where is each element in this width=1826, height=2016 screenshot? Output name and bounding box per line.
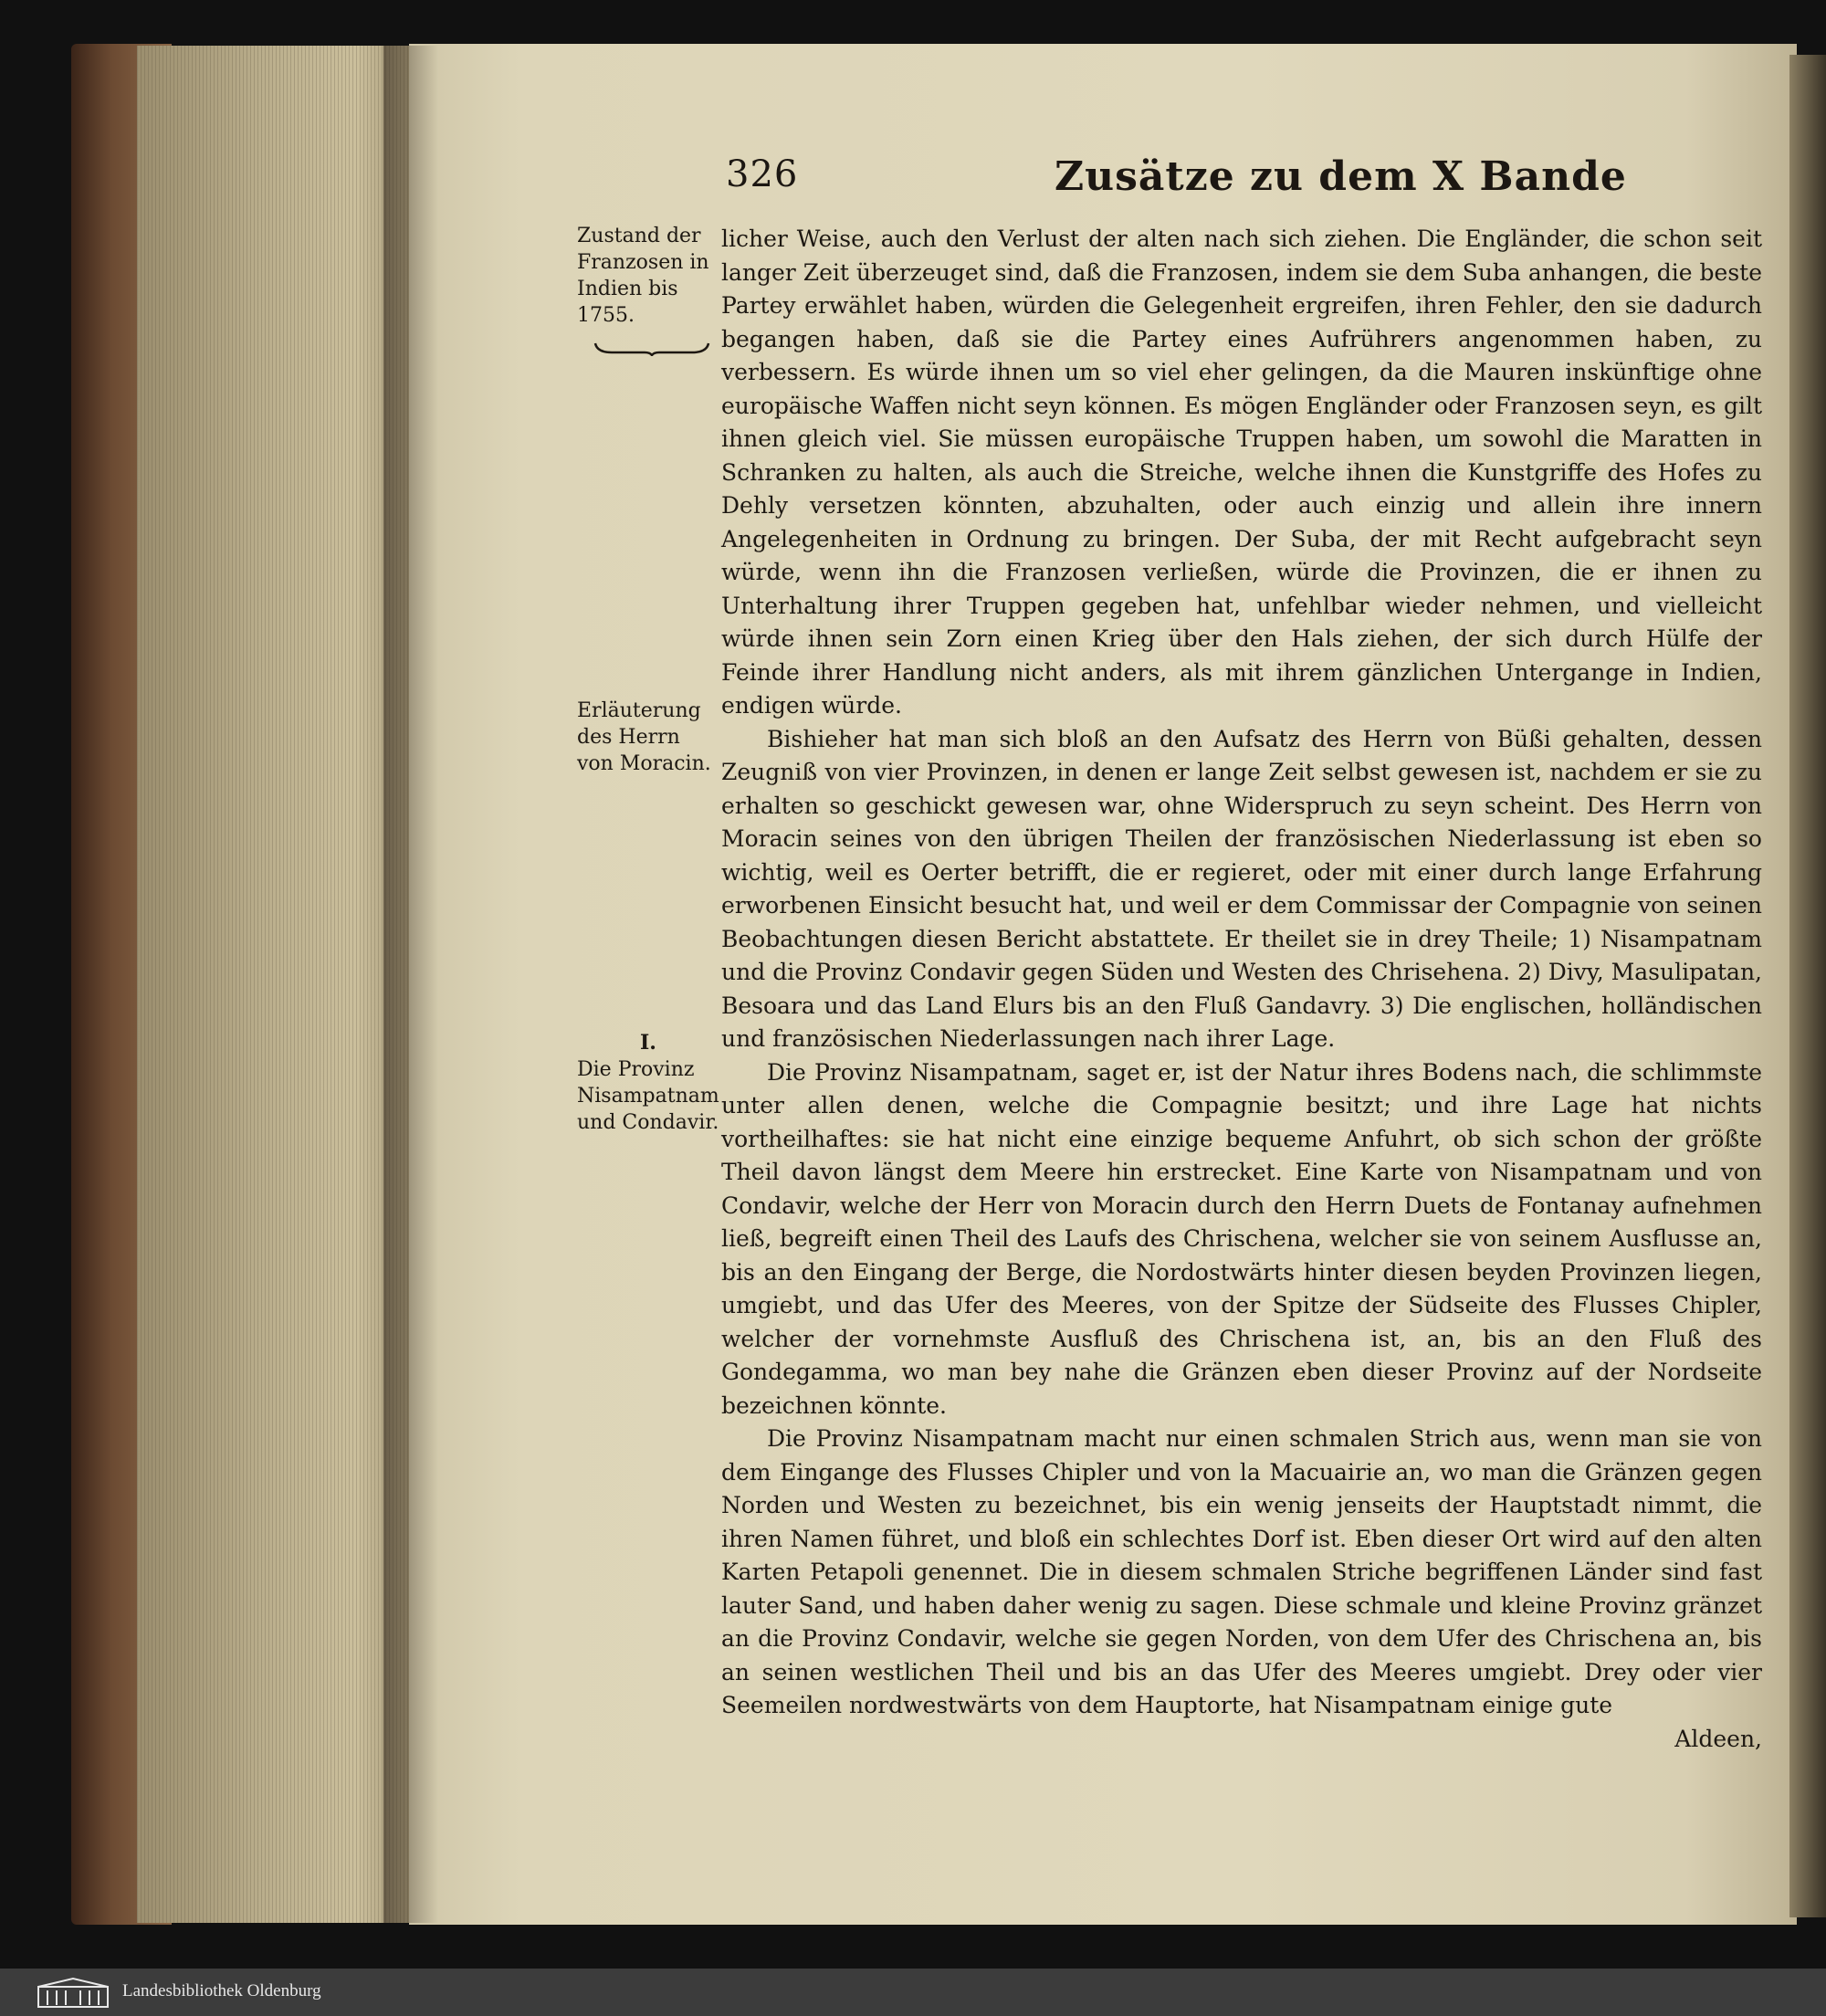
margin-note-text: Die Provinz Nisampatnam und Condavir.: [577, 1058, 719, 1134]
page-header: [726, 153, 1767, 208]
running-head: Zusätze zu dem X Bande: [1055, 153, 1627, 200]
paragraph: licher Weise, auch den Verlust der alten nach sich ziehen. Die Engländer, die schon seit langer Zeit überzeuget sind, daß die Franzosen, indem sie dem Suba anhangen, die beste Partey erwählet haben, würden die Gelegenheit ergreifen, ihren Fehler, den sie dadurch begangen haben, daß sie die Partey eines Aufrührers angenommen haben, zu verbessern. Es würde ihnen um so viel eher gelingen, da die Mauren inskünftige ohne europäische Waffen nicht seyn können. Es mögen Engländer oder Franzosen seyn, es gilt ihnen gleich viel. Sie müssen europäische Truppen haben, um sowohl die Maratten in Schranken zu halten, als auch die Streiche, welche ihnen die Kunstgriffe des Hofes zu Dehly versetzen könnten, abzuhalten, oder auch einzig und allein ihre innern Angelegenheiten in Ordnung zu bringen. Der Suba, der mit Recht aufgebracht seyn würde, wenn ihn die Franzosen verließen, würde die Provinzen, die er ihnen zu Unterhaltung ihrer Truppen gegeben hat, unfehlbar wieder nehmen, und vielleicht würde ihnen sein Zorn einen Krieg über den Hals ziehen, der sich durch Hülfe der Feinde ihrer Handlung nicht anders, als mit ihrem gänzlichen Untergange in Indien, endigen würde.: [721, 226, 1762, 719]
section-number: I.: [640, 1031, 656, 1055]
catchword: Aldeen,: [1674, 1725, 1762, 1752]
margin-note: [577, 1030, 719, 1136]
paragraph: Die Provinz Nisampatnam macht nur einen schmalen Strich aus, wenn man sie von dem Eingange des Flusses Chipler und von la Macuairie an, wo man die Gränzen gegen Norden und Westen zu bezeichnet, bis ein wenig jenseits der Hauptstadt nimmt, die ihren Namen führet, und bloß ein schlechtes Dorf ist. Eben dieser Ort wird auf den alten Karten Petapoli genennet. Die in diesem schmalen Striche begriffenen Länder sind fast lauter Sand, und haben daher wenig zu sagen. Diese schmale und kleine Provinz gränzet an die Provinz Condavir, welche sie gegen Norden, von dem Ufer des Chrischena an, bis an seinen westlichen Theil und bis an das Ufer des Meeres umgiebt. Drey oder vier Seemeilen nordwestwärts von dem Hauptorte, hat Nisampatnam einige gute: [721, 1425, 1762, 1718]
library-name[interactable]: Landesbibliothek Oldenburg: [122, 1981, 321, 2000]
library-building-icon: [37, 1978, 110, 2009]
page-number: 326: [726, 153, 799, 195]
margin-note: [577, 223, 719, 329]
right-page-edge: [1789, 55, 1826, 1917]
library-footer: [0, 1969, 1826, 2016]
main-text: [721, 223, 1762, 1756]
paragraph: Die Provinz Nisampatnam, saget er, ist der Natur ihres Bodens nach, die schlimmste unter allen denen, welche die Compagnie besitzt; und ihre Lage hat nichts vortheilhaftes: sie hat nicht eine einzige bequeme Anfuhrt, ob sich schon der größte Theil davon längst dem Meere hin erstrecket. Eine Karte von Nisampatnam und von Condavir, welche der Herr von Moracin durch den Herrn Duets de Fontanay aufnehmen ließ, begreift einen Theil des Laufs des Chrischena, welcher sie von seinem Ausflusse an, bis an den Eingang der Berge, die Nordostwärts hinter diesen beyden Provinzen liegen, umgiebt, und das Ufer des Meeres, von der Spitze der Südseite des Flusses Chipler, welcher der vornehmste Ausfluß des Chrischena ist, an, bis an den Fluß des Gondegamma, wo man bey nahe die Gränzen eben dieser Provinz auf der Nordseite bezeichnen könnte.: [721, 1058, 1762, 1419]
paragraph: Bishieher hat man sich bloß an den Aufsatz des Herrn von Büßi gehalten, dessen Zeugniß von vier Provinzen, in denen er lange Zeit selbst gewesen ist, nachdem er sie zu erhalten so geschickt gewesen war, ohne Widerspruch zu seyn scheint. Des Herrn von Moracin seines von den übrigen Theilen der französischen Niederlassung ist eben so wichtig, weil es Oerter betrifft, die er regieret, oder mit einer durch lange Erfahrung erworbenen Einsicht besucht hat, und weil er dem Commissar der Compagnie von seinen Beobachtungen diesen Bericht abstattete. Er theilet sie in drey Theile; 1) Nisampatnam und die Provinz Condavir gegen Süden und Westen des Chrisehena. 2) Divy, Masulipatan, Besoara und das Land Elurs bis an den Fluß Gandavry. 3) Die englischen, holländischen und französischen Niederlassungen nach ihrer Lage.: [721, 725, 1762, 1052]
margin-note-text: Erläuterung des Herrn von Moracin.: [577, 699, 711, 775]
margin-note-text: Zustand der Franzosen in Indien bis 1755.: [577, 225, 709, 327]
brace-ornament: [593, 341, 710, 356]
gutter-shadow: [383, 46, 438, 1923]
page-edges: [137, 46, 411, 1923]
margin-note: [577, 698, 719, 777]
